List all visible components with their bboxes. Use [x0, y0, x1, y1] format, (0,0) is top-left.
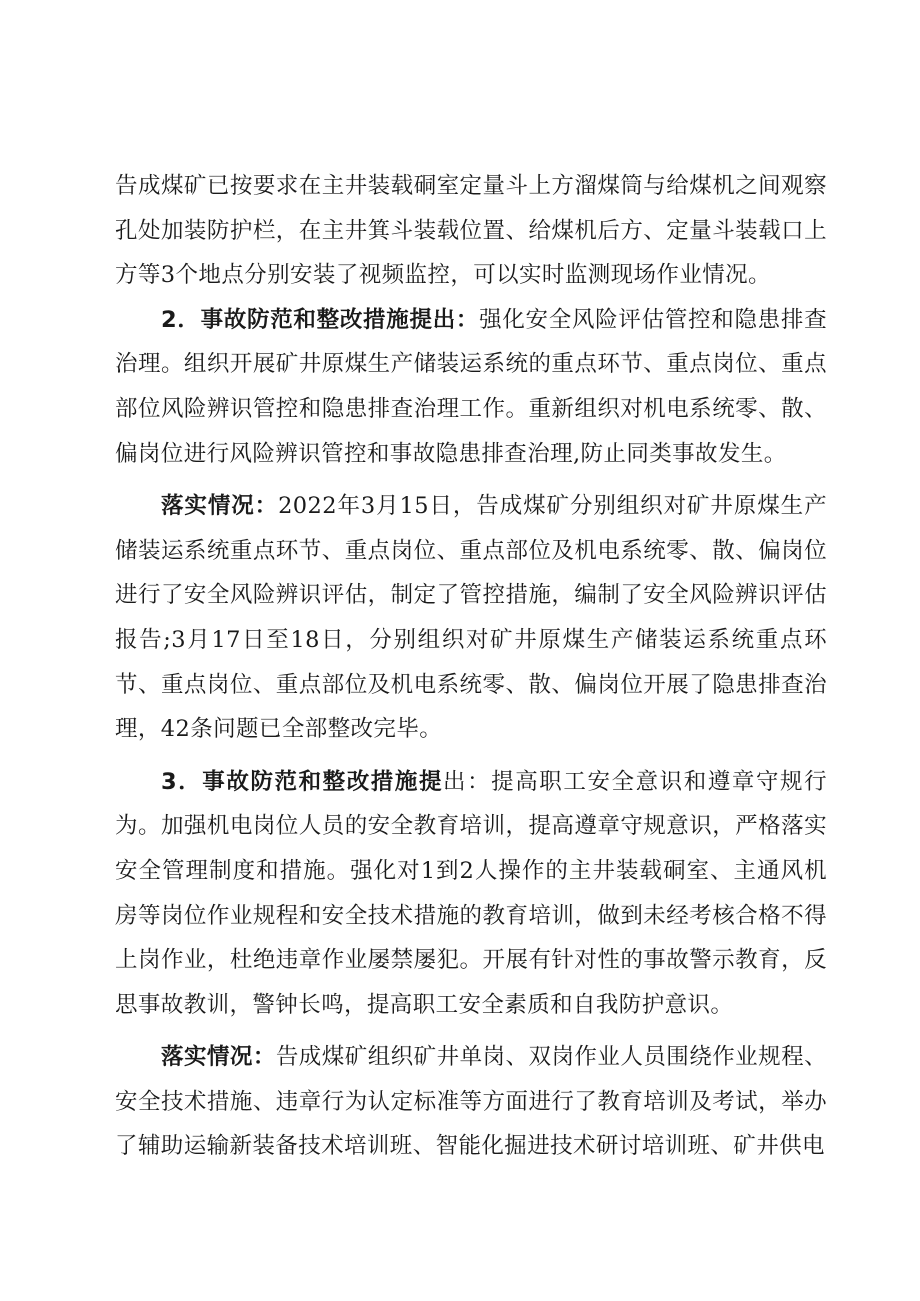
paragraph-camera-installation [115, 164, 827, 298]
paragraph-text: 出：提高职工安全意识和遵章守规行为。加强机电岗位人员的安全教育培训，提高遵章守规意识，严格落实安全管理制度和措施。强化对1到2人操作的主井装载硐室、主通风机房等岗位作业规程和安全技术措施的教育培训，做到未经考核合格不得上岗作业，杜绝违章作业屡禁屡犯。开展有针对性的事故警示教育，反思事故教训，警钟长鸣，提高职工安全素质和自我防护意识。 [115, 768, 827, 1018]
implementation-heading: 落实情况： [161, 1044, 276, 1071]
paragraph-gap [115, 476, 827, 484]
paragraph-gap [115, 1027, 827, 1035]
paragraph-measure-3 [115, 760, 827, 1028]
paragraph-implementation-2 [115, 484, 827, 752]
paragraph-gap [115, 752, 827, 760]
paragraph-measure-2 [115, 298, 827, 476]
paragraph-text: 告成煤矿已按要求在主井装载硐室定量斗上方溜煤筒与给煤机之间观察孔处加装防护栏，在主井箕斗装载位置、给煤机后方、定量斗装载口上方等3个地点分别安装了视频监控，可以实时监测现场作业情况。 [115, 173, 827, 289]
implementation-heading: 落实情况： [161, 493, 279, 520]
measure-2-heading: 2．事故防范和整改措施提出： [161, 306, 480, 333]
measure-3-heading: 3．事故防范和整改措施提 [161, 768, 444, 795]
paragraph-text: 2022年3月15日，告成煤矿分别组织对矿井原煤生产储装运系统重点环节、重点岗位、重点部位及机电系统零、散、偏岗位进行了安全风险辨识评估，制定了管控措施，编制了安全风险辨识评估报告;3月17日至18日，分别组织对矿井原煤生产储装运系统重点环节、重点岗位、重点部位及机电系统零、散、偏岗位开展了隐患排查治理，42条问题已全部整改完毕。 [115, 493, 827, 743]
paragraph-implementation-3 [115, 1035, 827, 1169]
document-body [115, 164, 827, 1169]
paragraph-text: 强化安全风险评估管控和隐患排查治理。组织开展矿井原煤生产储装运系统的重点环节、重点岗位、重点部位风险辨识管控和隐患排查治理工作。重新组织对机电系统零、散、偏岗位进行风险辨识管控和事故隐患排查治理,防止同类事故发生。 [115, 306, 827, 467]
paragraph-text: 告成煤矿组织矿井单岗、双岗作业人员围绕作业规程、安全技术措施、违章行为认定标准等方面进行了教育培训及考试，举办了辅助运输新装备技术培训班、智能化掘进技术研讨培训班、矿井供电 [115, 1044, 827, 1160]
